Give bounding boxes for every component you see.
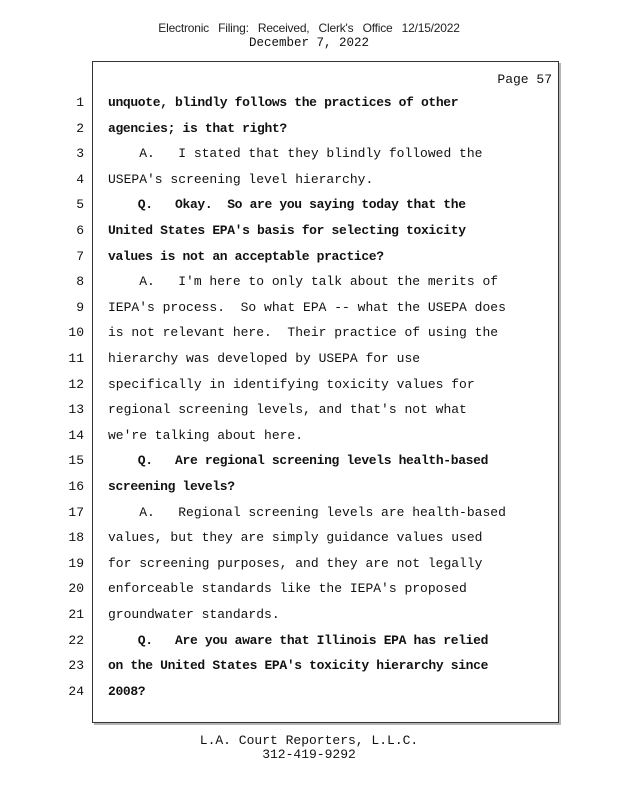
line-number: 19: [68, 556, 84, 571]
answer-line: values, but they are simply guidance values used: [108, 530, 483, 545]
question-line: agencies; is that right?: [108, 121, 287, 136]
question-line: values is not an acceptable practice?: [108, 249, 384, 264]
answer-line: for screening purposes, and they are not legally: [108, 556, 483, 571]
question-line: unquote, blindly follows the practices of other: [108, 95, 459, 110]
line-number: 17: [68, 505, 84, 520]
page-number: Page 57: [497, 72, 552, 87]
question-line: screening levels?: [108, 479, 235, 494]
line-number: 22: [68, 633, 84, 648]
question-line: Q. Are you aware that Illinois EPA has relied: [108, 633, 489, 648]
line-number: 15: [68, 453, 84, 468]
line-number: 1: [76, 95, 84, 110]
question-line: 2008?: [108, 684, 146, 699]
answer-line: A. Regional screening levels are health-based: [108, 505, 506, 520]
answer-line: USEPA's screening level hierarchy.: [108, 172, 374, 187]
reporter-company: L.A. Court Reporters, L.L.C.: [199, 733, 419, 748]
line-number: 6: [76, 223, 84, 238]
transcript-date: December 7, 2022: [248, 36, 370, 50]
answer-line: groundwater standards.: [108, 607, 280, 622]
question-line: Q. Okay. So are you saying today that the: [108, 197, 466, 212]
line-number: 21: [68, 607, 84, 622]
answer-line: we're talking about here.: [108, 428, 304, 443]
line-number: 20: [68, 581, 84, 596]
line-number: 4: [76, 172, 84, 187]
line-number: 23: [68, 658, 84, 673]
question-line: United States EPA's basis for selecting toxicity: [108, 223, 466, 238]
answer-line: A. I stated that they blindly followed the: [108, 146, 483, 161]
answer-line: A. I'm here to only talk about the merits of: [108, 274, 499, 289]
answer-line: IEPA's process. So what EPA -- what the USEPA does: [108, 300, 506, 315]
line-number: 3: [76, 146, 84, 161]
question-line: Q. Are regional screening levels health-based: [108, 453, 489, 468]
line-number: 18: [68, 530, 84, 545]
answer-line: hierarchy was developed by USEPA for use: [108, 351, 421, 366]
question-line: on the United States EPA's toxicity hierarchy since: [108, 658, 489, 673]
line-number: 9: [76, 300, 84, 315]
answer-line: regional screening levels, and that's not what: [108, 402, 467, 417]
line-number: 5: [76, 197, 84, 212]
line-number: 8: [76, 274, 84, 289]
answer-line: enforceable standards like the IEPA's proposed: [108, 581, 467, 596]
line-number: 24: [68, 684, 84, 699]
line-number: 14: [68, 428, 84, 443]
line-number: 16: [68, 479, 84, 494]
line-number: 11: [68, 351, 84, 366]
line-number: 12: [68, 377, 84, 392]
answer-line: specifically in identifying toxicity values for: [108, 377, 475, 392]
filing-stamp: Electronic Filing: Received, Clerk's Office 12/15/2022: [158, 21, 460, 35]
line-number: 2: [76, 121, 84, 136]
line-number: 13: [68, 402, 84, 417]
reporter-phone: 312-419-9292: [262, 747, 356, 762]
line-number: 10: [68, 325, 84, 340]
line-number: 7: [76, 249, 84, 264]
answer-line: is not relevant here. Their practice of using the: [108, 325, 499, 340]
